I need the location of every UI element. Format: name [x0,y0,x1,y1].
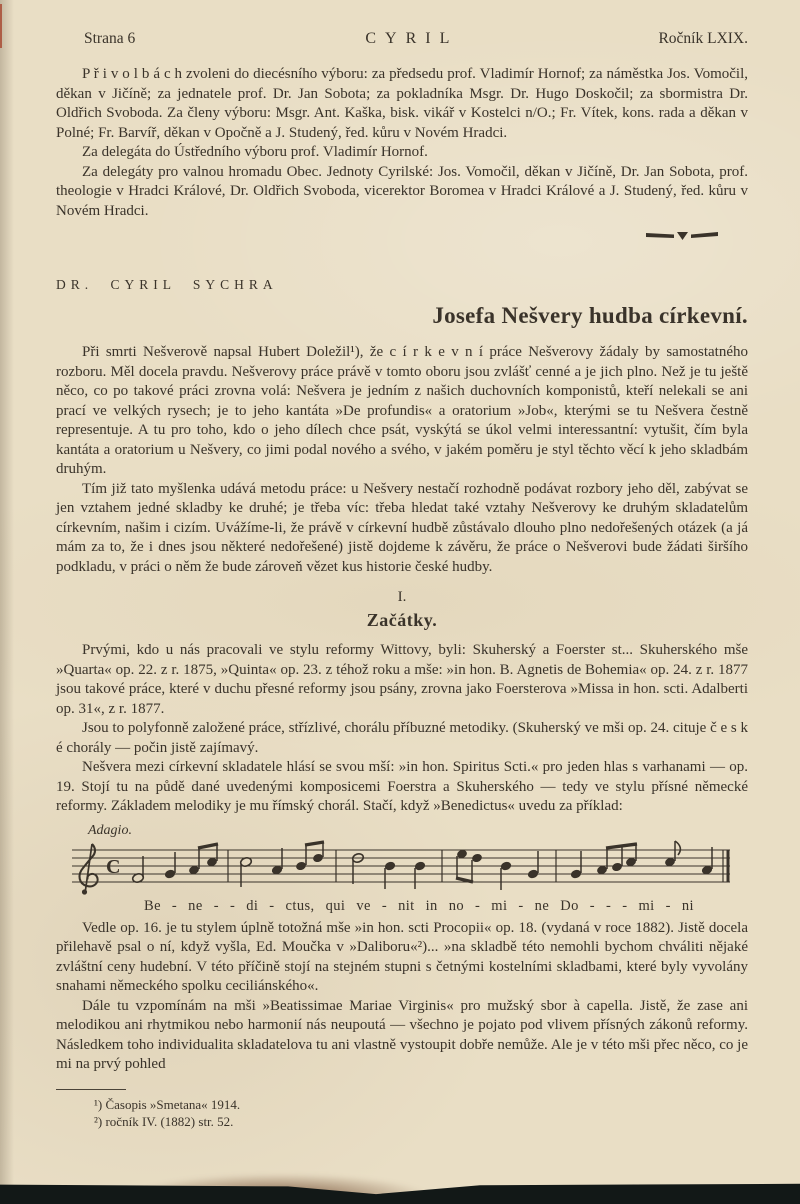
article-paragraph-2: Tím již tato myšlenka udává metodu práce: u Nešvery nestačí rozhodně podávat rozbory jeho děl, zabývat se jen vztahem jedné skladby ke druhé; je třeba víc: třeba hledat také vztahy Nešverovy ke druhým skladatelům církevním, našim i cizím. Uvážíme-li, že právě v církevní hudbě zůstávalo dlouho plno nedořešených otázek (a já mám za to, že i dnes jsou některé nedořešené) jistě dojdeme k závěru, že práce o Nešverovi bude žádati širšího podkladu, v práci o něm že bude zároveň vězet kus historie české hudby. [56,480,748,575]
author-byline: DR. CYRIL SYCHRA [56,277,278,292]
lyrics-line: Be - ne - - di - ctus, qui ve - nit in no - mi - ne Do - - - mi - ni [144,897,694,914]
section-number: I. [397,589,407,605]
footnote-2: ²) ročník IV. (1882) str. 52. [94,1113,234,1129]
news-paragraph-1: P ř i v o l b á c h zvoleni do diecésního výboru: za předsedu prof. Vladimír Hornof; za náměstka Jos. Vomočil, děkan v Jičíně; za jednatele prof. Dr. Jan Sobota; za pokladníka Msgr. Dr. Hugo Doskočil; za sbormistra Dr. Oldřich Svoboda. Za členy výboru: Msgr. Ant. Kaška, bisk. vikář v Kostelci n/O.; Fr. Vítek, kons. rada a děkan v Polné; Fr. Barvíř, děkan v Opočně a J. Studený, řed. kůru v Novém Hradci. [56,66,748,141]
journal-title: CYRIL [365,30,459,47]
section-heading: Začátky. [366,610,438,630]
time-signature: C [106,855,121,878]
article-paragraph-7: Dále tu vzpomínám na mši »Beatissimae Mariae Virginis« pro mužský sbor à capella. Jistě, že zase ani melodikou ani rhytmikou nebo harmonií nás neupoutá — všechno je pojato pod vlivem přísných zákonů reformy. Následkem toho individualita skladatelova tu ani vlastně vystoupit dobře nemůže. Ale je v této mši přec něco, co je mi na prvý pohled [56,997,748,1072]
news-paragraph-2: Za delegáta do Ústředního výboru prof. Vladimír Hornof. [82,144,428,160]
measure-4 [456,848,539,889]
footnote-1: ¹) Časopis »Smetana« 1914. [94,1096,241,1112]
music-staff-graphic [70,837,738,899]
footnote-rule [56,1089,126,1090]
measure-2 [240,842,324,887]
treble-clef-icon [80,844,98,895]
article-title: Josefa Nešvery hudba církevní. [432,303,748,328]
volume-label: Ročník LXIX. [658,30,748,47]
article-paragraph-1: Při smrti Nešverově napsal Hubert Doležil¹), že c í r k e v n í práce Nešverovy žádaly by samostatného rozboru. Měl docela pravdu. Nešverovy práce právě v tomto oboru jsou zvlášť cenné a je jich plno. Než je tu ještě něco, co po takové práci zrovna volá: Nešvera je jedním z našich duchovních komponistů, kteří nelekali se ani prací ve velkých rysech; je to jeho kantáta »De profundis« a oratorium »Job«, kterými se tu Nešvera čestně representuje. A tu pro toho, kdo o jeho dílech chce psát, vyskýtá se úkol velmi interessantní: vytušit, čím byla kantáta a oratorium u Nešvery, co jimi podal nového a svého, v jakém poměru je styl těchto věcí k jeho skladbám druhým. [56,344,748,477]
divider-ornament-graphic [646,227,718,243]
music-example [70,823,748,915]
music-staff [70,837,748,904]
article-paragraph-3: Prvými, kdo u nás pracovali ve stylu reformy Wittovy, byli: Skuherský a Foerster st... Skuherského mše »Quarta« op. 22. z r. 1875, »Quinta« op. 23. z téhož roku a mše: »in hon. B. Agnetis de Bohemia« op. 24. z r. 1877 jsou takové práce, které v duchu přesné reformy jsou psány, zrovna jako Foersterova »Missa in hon. scti. Adalberti op. 31«, z r. 1877. [56,642,748,717]
article-paragraph-5: Nešvera mezi církevní skladatele hlásí se svou mší: »in hon. Spiritus Scti.« pro jeden hlas s varhanami — op. 19. Stojí tu na půdě dané uvedenými komposicemi Foerstra a Skuherského — tedy ve stylu přísné německé reformy. Základem melodiky je mu římský chorál. Stačí, když »Benedictus« uvedu za příklad: [56,759,748,814]
masthead [56,30,748,48]
section-divider-ornament [56,227,718,243]
page-number: Strana 6 [84,30,136,47]
tempo-marking: Adagio. [88,822,132,838]
article-paragraph-4: Jsou to polyfonně založené práce, střízlivé, chorálu příbuzné metodiky. (Skuherský ve mši op. 24. cituje č e s k é chorály — počin jistě zajímavý. [56,720,748,756]
news-paragraph-3: Za delegáty pro valnou hromadu Obec. Jednoty Cyrilské: Jos. Vomočil, děkan v Jičíně, Dr. Jan Sobota, prof. theologie v Hradci Králové, Dr. Oldřich Svoboda, vicerektor Boromea v Hradci Králové a J. Studený, řed. kůru v Novém Hradci. [56,163,748,219]
article-paragraph-6: Vedle op. 16. je tu stylem úplně totožná mše »in hon. scti Procopii« op. 18. (vydaná v roce 1882). Jistě docela přilehavě psal o ní, když vyšla, Ed. Moučka v »Daliboru«²)... »na skladbě této nemohli bychom chváliti nějaké zvláštní ceny hudební. V této příčině stojí na stejném stupni s četnými kostelními skladbami, které byly vyvolány snahami německého spolku ceciliánského«. [56,919,748,994]
